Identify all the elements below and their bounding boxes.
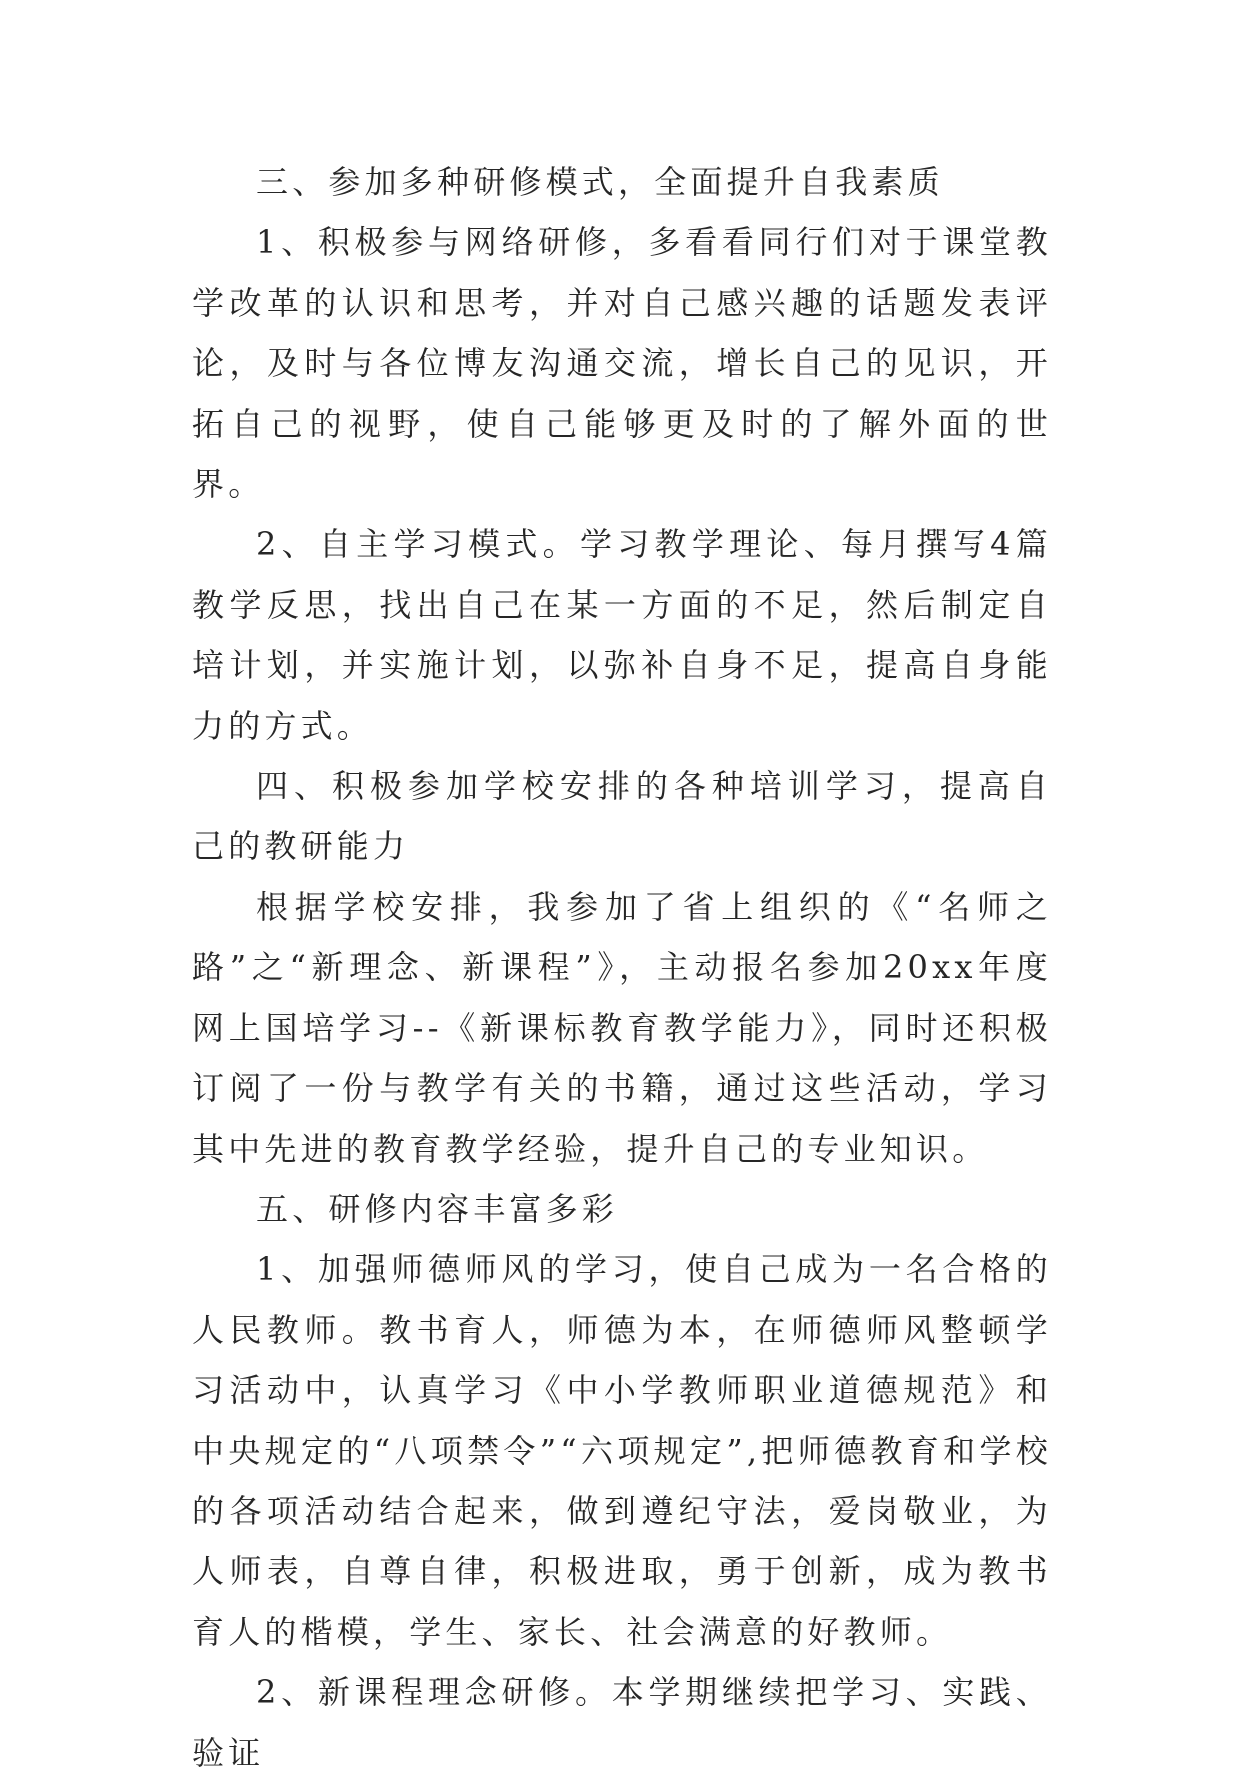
section-heading-5: 五、研修内容丰富多彩 [256, 1189, 619, 1228]
document-body [192, 152, 1052, 1783]
paragraph-new-curriculum: 2、新课程理念研修。本学期继续把学习、实践、验证 [192, 1673, 1052, 1772]
section-heading-3: 三、参加多种研修模式，全面提升自我素质 [256, 163, 944, 201]
section-heading-4: 四、积极参加学校安排的各种培训学习，提高自己的教研能力 [192, 767, 1052, 866]
paragraph-teacher-ethics: 1、加强师德师风的学习，使自己成为一名合格的人民教师。教书育人，师德为本，在师德师风整顿学习活动中，认真学习《中小学教师职业道德规范》和中央规定的“八项禁令”“六项规定”,把师德教育和学校的各项活动结合起来，做到遵纪守法，爱岗敬业，为人师表，自尊自律，积极进取，勇于创新，成为教书育人的楷模，学生、家长、社会满意的好教师。 [192, 1250, 1052, 1651]
paragraph-self-study: 2、自主学习模式。学习教学理论、每月撰写4篇教学反思，找出自己在某一方面的不足，然后制定自培计划，并实施计划，以弥补自身不足，提高自身能力的方式。 [192, 525, 1052, 745]
paragraph-school-training: 根据学校安排，我参加了省上组织的《“名师之路”之“新理念、新课程”》，主动报名参加20xx年度网上国培学习--《新课标教育教学能力》，同时还积极订阅了一份与教学有关的书籍，通过这些活动，学习其中先进的教育教学经验，提升自己的专业知识。 [192, 887, 1052, 1168]
paragraph-online-study: 1、积极参与网络研修，多看看同行们对于课堂教学改革的认识和思考，并对自己感兴趣的话题发表评论，及时与各位博友沟通交流，增长自己的见识，开拓自己的视野，使自己能够更及时的了解外面的世界。 [192, 223, 1052, 504]
